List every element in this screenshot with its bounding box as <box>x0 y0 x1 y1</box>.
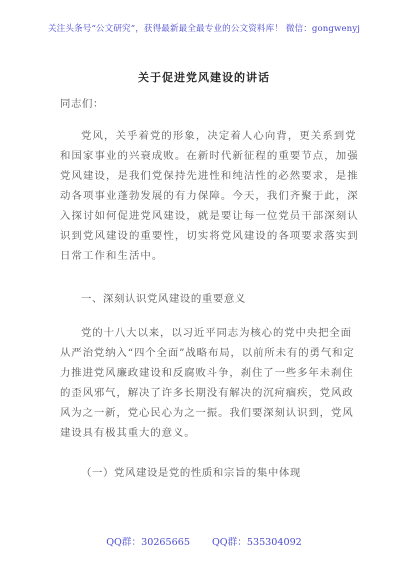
salutation: 同志们： <box>60 98 104 110</box>
paragraph-1: 党风，关乎着党的形象，决定着人心向背，更关系到党和国家事业的兴衰成败。在新时代新征程的重要节点，加强党风建设，是我们党保持先进性和纯洁性的必然要求，是推动各项事业蓬勃发展的有力保障。今天，我们齐聚于此，深入探讨如何促进党风建设，就是要让每一位党员干部深刻认识到党风建设的重要性，切实将党风建设的各项要求落实到日常工作和生活中。 <box>60 130 359 262</box>
footer-qq-group-2: QQ群：535304092 <box>211 537 302 548</box>
document-title: 关于促进党风建设的讲话 <box>138 71 270 84</box>
footer-qq-group-1: QQ群：30265665 <box>106 537 190 548</box>
footer <box>0 534 408 548</box>
header-banner: 关注头条号“公文研究”，获得最新最全最专业的公文资料库！ 微信：gongwenyj <box>47 24 361 34</box>
paragraph-2: 党的十八大以来，以习近平同志为核心的党中央把全面从严治党纳入“四个全面”战略布局，以前所未有的勇气和定力推进党风廉政建设和反腐败斗争，刹住了一些多年未刹住的歪风邪气，解决了许多长期没有解决的沉疴痼疾，党风政风为之一新，党心民心为之一振。我们要深刻认识到，党风建设具有极其重大的意义。 <box>60 327 355 439</box>
section-heading-1: 一、深刻认识党风建设的重要意义 <box>81 293 246 305</box>
subsection-heading-1: （一）党风建设是党的性质和宗旨的集中体现 <box>81 467 301 479</box>
